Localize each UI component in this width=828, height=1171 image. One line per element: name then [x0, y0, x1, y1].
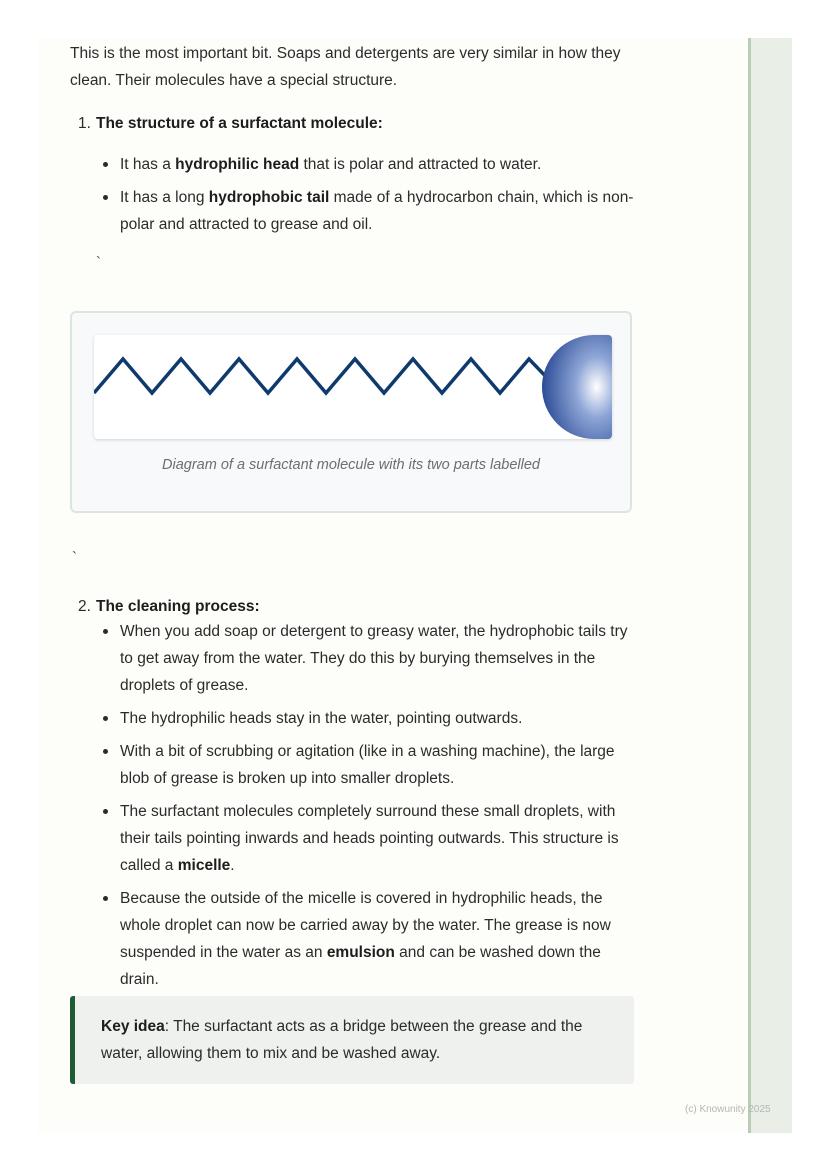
section-1-number: 1. — [78, 115, 91, 132]
right-sidebar-strip — [748, 38, 792, 1133]
key-idea-callout — [70, 996, 634, 1084]
list-item: It has a long hydrophobic tail made of a hydrocarbon chain, which is non-polar and attracted to grease and oil. — [120, 184, 636, 238]
section-2-list — [70, 618, 636, 993]
hydrophobic-tail — [94, 359, 554, 393]
section-2-heading — [70, 593, 636, 620]
list-item: It has a hydrophilic head that is polar and attracted to water. — [120, 151, 636, 178]
list-item: Because the outside of the micelle is covered in hydrophilic heads, the whole droplet can now be carried away by the water. The grease is now suspended in the water as an emulsion and can be washed down the drain. — [120, 885, 636, 993]
stray-backtick: ` — [96, 254, 101, 271]
figure-caption: Diagram of a surfactant molecule with its two parts labelled — [162, 457, 540, 473]
section-2 — [70, 593, 636, 999]
molecule-figure — [70, 311, 632, 513]
list-item: When you add soap or detergent to greasy water, the hydrophobic tails try to get away from the water. They do this by burying themselves in the droplets of grease. — [120, 618, 636, 699]
list-item: The hydrophilic heads stay in the water, pointing outwards. — [120, 705, 636, 732]
hydrophilic-head — [542, 335, 612, 439]
molecule-diagram — [94, 335, 612, 439]
section-2-title: The cleaning process: — [96, 598, 260, 615]
key-idea-label: Key idea — [101, 1018, 165, 1035]
intro-paragraph: This is the most important bit. Soaps and detergents are very similar in how they clean. Their molecules have a special structure. — [70, 45, 621, 89]
main-content — [70, 40, 636, 244]
surfactant-molecule-svg — [94, 335, 612, 439]
section-1-title: The structure of a surfactant molecule: — [96, 115, 383, 132]
copyright-notice: (c) Knowunity 2025 — [685, 1104, 771, 1115]
section-2-number: 2. — [78, 598, 91, 615]
list-item: With a bit of scrubbing or agitation (like in a washing machine), the large blob of grease is broken up into smaller droplets. — [120, 738, 636, 792]
section-1-heading — [70, 110, 636, 137]
section-1-list — [70, 151, 636, 238]
stray-backtick: ` — [72, 549, 77, 566]
list-item: The surfactant molecules completely surround these small droplets, with their tails pointing inwards and heads pointing outwards. This structure is called a micelle. — [120, 798, 636, 879]
key-idea-text: : The surfactant acts as a bridge between the grease and the water, allowing them to mix and be washed away. — [101, 1018, 583, 1062]
